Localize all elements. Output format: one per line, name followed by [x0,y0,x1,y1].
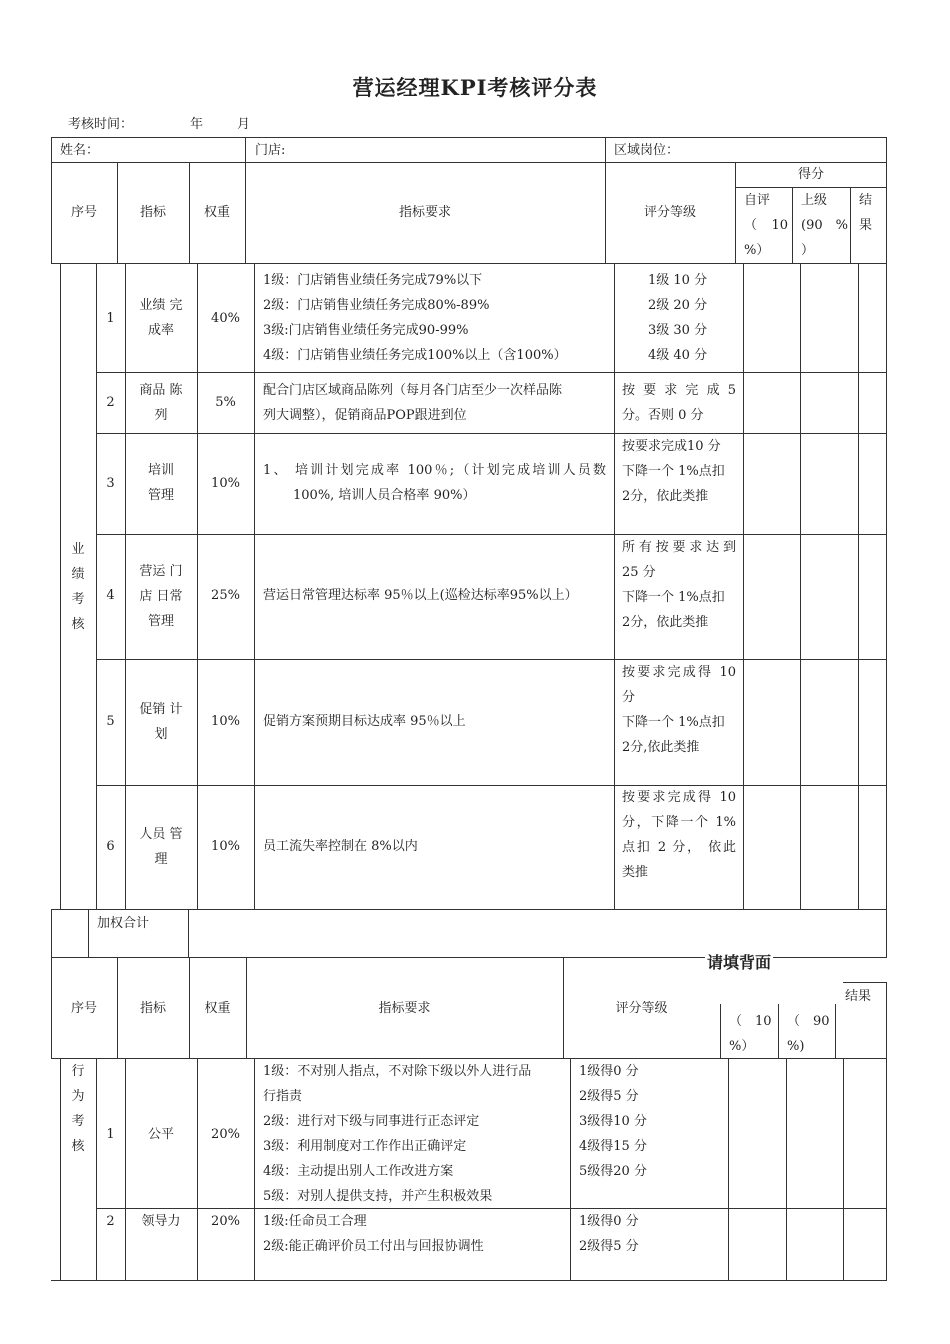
row-number: 6 [106,839,115,854]
cell-text: 1级：门店销售业绩任务完成79%以下 [263,273,483,288]
cell-text: 2级:能正确评价员工付出与回报协调性 [263,1239,484,1254]
weighted-total-label: 加权合计 [97,916,150,931]
row-weight: 40% [211,311,240,326]
cell-text: 按要求完成得 10 [622,665,736,680]
section-behavior-label [66,1059,90,1159]
cell-text: 3级 30 分 [648,323,708,338]
cell-text: 营运 门 [139,564,183,579]
header2-superior-score [787,1009,829,1059]
row-requirement [263,1059,531,1209]
row-indicator [125,378,197,428]
cell-text: 下降一个 1%点扣 [622,464,725,479]
row-number: 1 [106,1127,115,1142]
fill-back-note: 请填背面 [705,950,773,975]
header-score: 得分 [797,167,824,182]
header-seq: 序号 [70,205,97,220]
row-indicator: 领导力 [141,1214,181,1229]
header2-requirement: 指标要求 [378,1001,431,1016]
row-indicator [125,559,197,634]
cell-text: 1级 10 分 [648,273,708,288]
cell-text: 列大调整），促销商品POP跟进到位 [263,408,467,423]
cell-text: （ 90 [787,1014,830,1029]
cell-text: 1级：不对别人指点，不对除下级以外人进行品 [263,1064,532,1079]
row-weight: 10% [211,714,240,729]
cell-text: 上级 [801,193,828,208]
cell-text: 3级得10 分 [579,1114,647,1129]
header-grade: 评分等级 [643,205,696,220]
row-requirement [263,378,562,428]
header-result [859,188,872,238]
cell-text: 考 [71,592,85,607]
header2-self-score [729,1009,771,1059]
cell-text: 2级 20 分 [648,298,708,313]
row-number: 2 [106,1214,115,1229]
row-weight: 20% [211,1214,240,1229]
cell-text: %) [787,1039,805,1054]
cell-text: 培训 [147,463,174,478]
row-requirement [263,709,466,734]
header-indicator: 指标 [139,205,166,220]
cell-text: 结 [859,193,873,208]
cell-text: 行指责 [263,1089,303,1104]
cell-text: 配合门店区域商品陈列（每月各门店至少一次样品陈 [263,383,563,398]
cell-text: 自评 [744,193,771,208]
cell-text: 2级：门店销售业绩任务完成80%-89% [263,298,490,313]
row-requirement [263,583,578,608]
row-grade [622,535,736,635]
row-grade [579,1059,647,1184]
cell-text: 人员 管 [139,827,183,842]
cell-text: （ 10 [729,1014,772,1029]
row-weight: 25% [211,588,240,603]
header-requirement: 指标要求 [398,205,451,220]
cell-text: 按要求完成10 分 [622,439,721,454]
section-performance-label [66,537,90,637]
cell-text: （ 10 [744,218,788,233]
cell-text: 商品 陈 [139,383,183,398]
cell-text: 下降一个 1%点扣 [622,715,725,730]
cell-text: 分。否则 0 分 [622,408,704,423]
cell-text: 理 [154,852,168,867]
cell-text: 促销方案预期目标达成率 95％以上 [263,714,466,729]
cell-text: 店 日常 [139,589,183,604]
row-number: 5 [106,714,115,729]
cell-text: 4级 40 分 [648,348,708,363]
header-self-score [744,188,788,263]
row-grade [622,660,736,760]
cell-text: 分，下降一个 1% [622,815,736,830]
cell-text: 2分,依此类推 [622,740,700,755]
cell-text: 业 [71,542,85,557]
cell-text: 类推 [622,865,649,880]
region-label: 区域岗位： [614,143,680,158]
row-number: 3 [106,476,115,491]
header-superior-score [801,188,848,263]
header2-grade: 评分等级 [615,1001,668,1016]
row-grade [579,1209,639,1259]
row-grade [622,434,725,509]
cell-text: 5级得20 分 [579,1164,647,1179]
cell-text: 成率 [147,323,174,338]
cell-text: 核 [71,617,85,632]
cell-text: 1级得0 分 [579,1214,639,1229]
cell-text: 4级：主动提出别人工作改进方案 [263,1164,454,1179]
row-grade [622,785,736,885]
cell-text: 管理 [147,488,174,503]
cell-text: 2级：进行对下级与同事进行正态评定 [263,1114,480,1129]
row-indicator [125,293,197,343]
month-label: 月 [237,117,251,132]
cell-text: 1级得0 分 [579,1064,639,1079]
header2-indicator: 指标 [139,1001,166,1016]
cell-text: 核 [71,1139,85,1154]
cell-text: ） [801,243,815,258]
row-requirement [263,268,567,368]
header2-seq: 序号 [70,1001,97,1016]
row-number: 2 [106,395,115,410]
cell-text: 点扣 2 分， 依此 [622,840,736,855]
row-requirement [263,834,418,859]
cell-text: 果 [859,218,873,233]
exam-time-label: 考核时间： [68,117,134,132]
cell-text: %） [729,1039,755,1054]
row-number: 1 [106,311,115,326]
row-requirement [263,458,606,508]
row-grade [622,378,736,428]
cell-text: 1、 培训计划完成率 100％;（计划完成培训人员数 [263,463,606,478]
row-weight: 10% [211,839,240,854]
cell-text: 分 [622,690,636,705]
cell-text: 促销 计 [139,702,183,717]
header2-result: 结果 [845,989,872,1004]
cell-text: 划 [154,727,168,742]
cell-text: 绩 [71,567,85,582]
cell-text: 行 [71,1064,85,1079]
cell-text: 考 [71,1114,85,1129]
row-grade [648,268,707,368]
cell-text: 3级:门店销售业绩任务完成90-99% [263,323,469,338]
cell-text: 所有按要求达到 [622,540,736,555]
cell-text: 3级：利用制度对工作作出正确评定 [263,1139,467,1154]
cell-text: 为 [71,1089,85,1104]
row-indicator: 公平 [147,1127,174,1142]
cell-text: 100%, 培训人员合格率 90%） [293,488,476,503]
cell-text: 2级得5 分 [579,1239,639,1254]
cell-text: (90 % [801,218,848,233]
cell-text: 下降一个 1%点扣 [622,590,725,605]
row-number: 4 [106,588,115,603]
row-indicator [125,822,197,872]
cell-text: 管理 [147,614,174,629]
store-label: 门店: [255,143,286,158]
cell-text: 5级：对别人提供支持，并产生积极效果 [263,1189,493,1204]
row-weight: 5% [215,395,236,410]
cell-text: 2分，依此类推 [622,615,709,630]
cell-text: 4级：门店销售业绩任务完成100%以上（含100%） [263,348,567,363]
row-indicator [125,458,197,508]
page-title: 营运经理KPI考核评分表 [352,75,598,100]
cell-text: 25 分 [622,565,656,580]
cell-text: 按要求完成得 10 [622,790,736,805]
cell-text: 按 要 求 完 成 5 [622,383,736,398]
row-weight: 10% [211,476,240,491]
cell-text: 1级:任命员工合理 [263,1214,367,1229]
row-weight: 20% [211,1127,240,1142]
name-label: 姓名： [60,143,100,158]
header2-weight: 权重 [204,1001,231,1016]
cell-text: %） [744,243,770,258]
cell-text: 2分，依此类推 [622,489,709,504]
cell-text: 业绩 完 [139,298,183,313]
row-requirement [263,1209,484,1259]
cell-text: 4级得15 分 [579,1139,647,1154]
cell-text: 营运日常管理达标率 95％以上(巡检达标率95%以上） [263,588,578,603]
row-indicator [125,697,197,747]
cell-text: 列 [154,408,168,423]
header-weight: 权重 [203,205,230,220]
cell-text: 员工流失率控制在 8%以内 [263,839,418,854]
year-label: 年 [190,117,204,132]
cell-text: 2级得5 分 [579,1089,639,1104]
